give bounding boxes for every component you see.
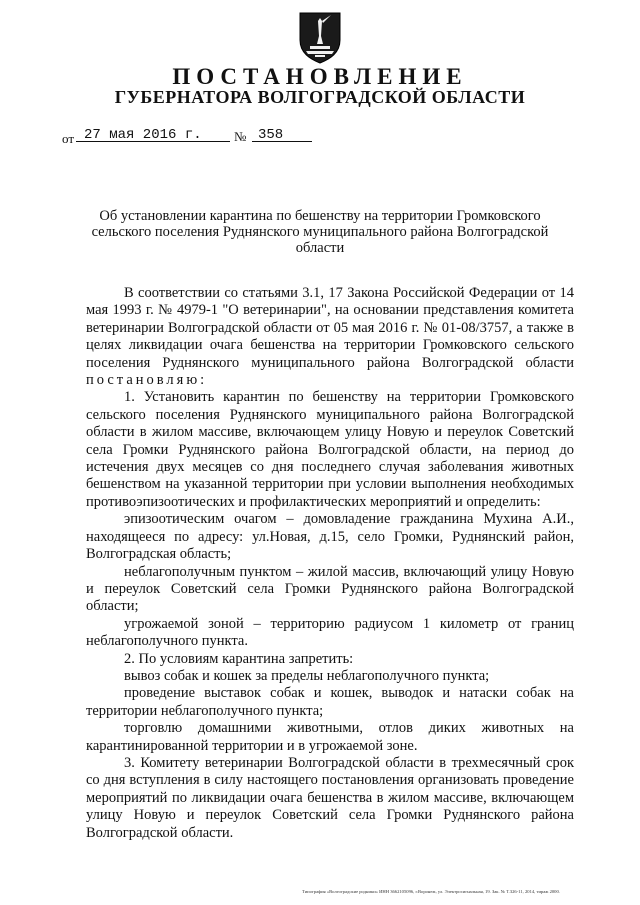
number-label: № — [234, 129, 247, 144]
document-title: ПОСТАНОВЛЕНИЕ — [172, 64, 468, 89]
print-imprint: Типография «Волгоградские родники» ИНН 3662105096, г.Воронеж, ул. Электросигнальная, 19. Зак. № Т.326-11, 2014, тираж 2000. — [302, 889, 560, 894]
paragraph-1: 1. Установить карантин по бешенству на территории Громковского сельского поселения Руднянского муниципального района Волгоградской области в жилом массиве, включающем улицу Новую и переулок Советский села Громки Руднянского района Волгоградской области, на период до истечения двух месяцев со дня последнего случая заболевания животных бешенством на указанной территории при условии выполнения необходимых противоэпизоотических и профилактических мероприятий и определить: — [86, 389, 574, 510]
paragraph-2: 2. По условиям карантина запретить: — [124, 650, 354, 667]
preamble-text: В соответствии со статьями 3.1, 17 Закона Российской Федерации от 14 мая 1993 г. № 4979-1 "О ветеринарии", на основании представления комитета ветеринарии Волгоградской области от 05 мая 2016 г. № 01-08/3757, а также в целях ликвидации очага бешенства на территории Громковского сельского поселения Руднянского муниципального района Волгоградской области — [86, 285, 574, 371]
document-date: 27 мая 2016 г. — [84, 127, 202, 143]
paragraph-2b: проведение выставок собак и кошек, выводок и натаски собак на территории неблагополучного пункта; — [86, 685, 574, 719]
document-subject: Об установлении карантина по бешенству на территории Громковского сельского поселения Руднянского муниципального района Волгоградской области — [91, 208, 549, 256]
date-line — [0, 127, 640, 147]
document-body — [86, 285, 574, 842]
date-underline — [76, 141, 230, 142]
paragraph-3: 3. Комитету ветеринарии Волгоградской области в трехмесячный срок со дня вступления в силу настоящего постановления организовать проведение мероприятий по ликвидации очага бешенства в жилом массиве, включающем улицу Новую и переулок Советский села Громки Руднянского района Волгоградской области. — [86, 754, 574, 841]
paragraph-2a: вывоз собак и кошек за пределы неблагополучного пункта; — [124, 667, 490, 684]
document-issuer: ГУБЕРНАТОРА ВОЛГОГРАДСКОЙ ОБЛАСТИ — [114, 87, 526, 107]
paragraph-1c: угрожаемой зоной – территорию радиусом 1 километр от границ неблагополучного пункта. — [86, 615, 574, 650]
paragraph-1a: эпизоотическим очагом – домовладение гражданина Мухина А.И., находящееся по адресу: ул.Новая, д.15, село Громки, Руднянский район, Волгоградская область; — [86, 511, 574, 563]
paragraph-2c: торговлю домашними животными, отлов диких животных на карантинированной территории и в угрожаемой зоне. — [86, 720, 574, 754]
volgograd-coat-of-arms-icon — [296, 10, 344, 64]
resolve-word: постановляю: — [86, 372, 208, 389]
document-number: 358 — [258, 127, 284, 143]
number-underline — [252, 141, 312, 142]
preamble-paragraph — [86, 285, 574, 389]
paragraph-1b: неблагополучным пунктом – жилой массив, включающий улицу Новую и переулок Советский села Громки Руднянского района Волгоградской области; — [86, 563, 574, 615]
date-from-label: от — [62, 131, 75, 146]
